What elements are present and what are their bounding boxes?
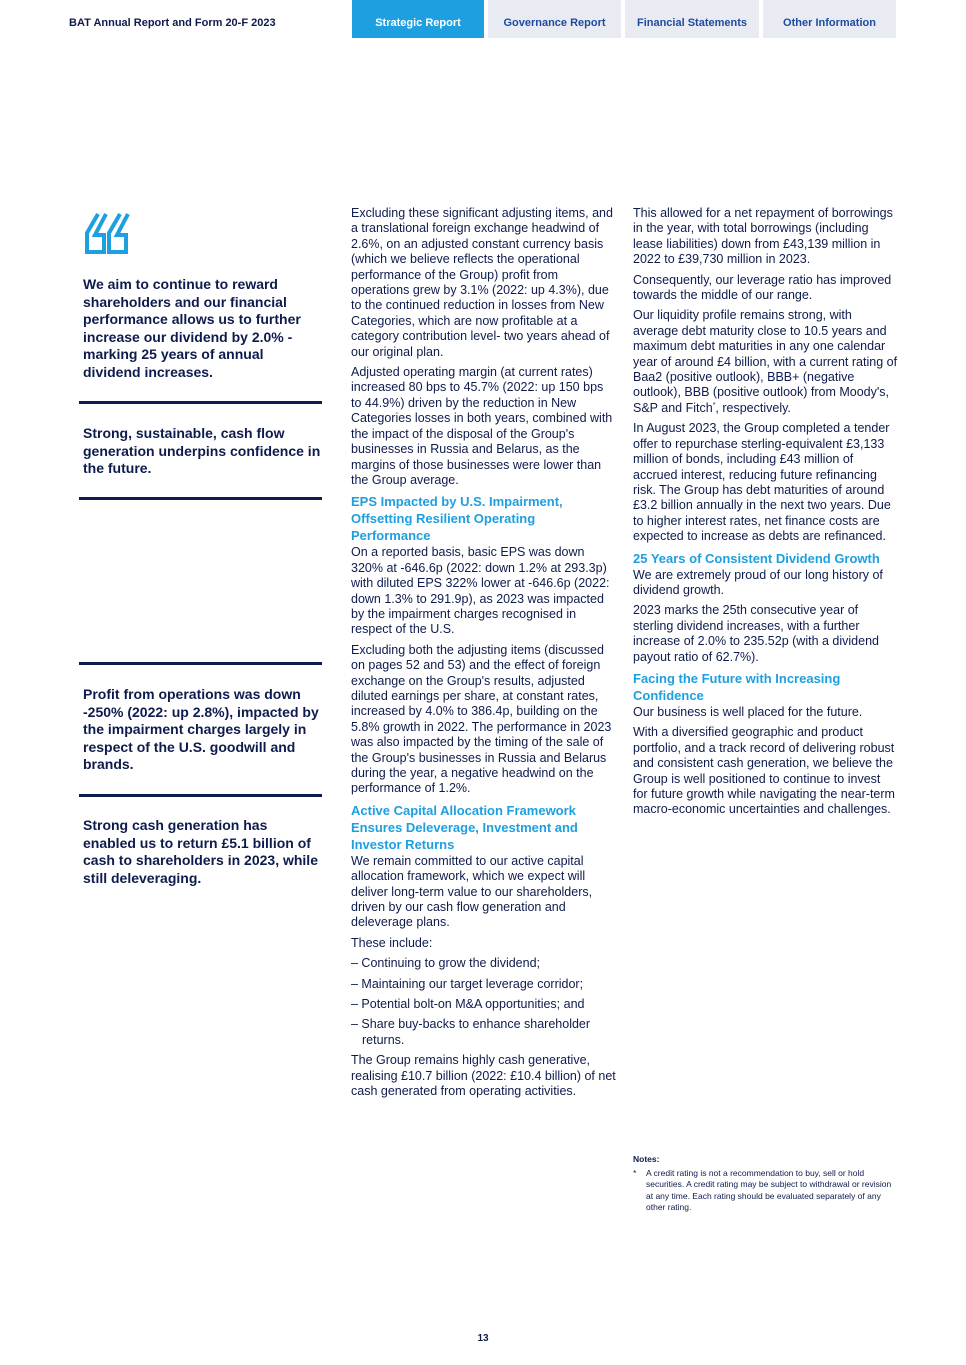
paragraph: Excluding these significant adjusting items, and a translational foreign exchange headwind of 2.6%, on an adjusted constant currency basis (which we believe reflects the operational performance of the Group) profit from operations grew by 3.1% (2022: up 4.3%), due to the continued reduction in losses from New Categories, which are now profitable at a category contribution level- two years ahead of our original plan. [351,206,613,359]
report-title: BAT Annual Report and Form 20-F 2023 [69,17,276,29]
divider [79,794,322,797]
pull-quote-cash-flow: Strong, sustainable, cash flow generation underpins confidence in the future. [83,425,321,476]
footnotes [633,1154,893,1214]
paragraph: Adjusted operating margin (at current rates) increased 80 bps to 45.7% (2022: up 150 bps to 44.9%) driven by the reduction in New Categories losses in both years, combined with the impact of the disposal of the Group's businesses in Russia and Belarus, as the margins of those businesses were lower than the Group average. [351,365,613,487]
paragraph: We remain committed to our active capital allocation framework, which we expect will deliver long-term value to our shareholders, driven by our cash flow generation and deleverage plans. [351,853,593,930]
footnote-marker[interactable]: * [712,401,716,409]
paragraph: In August 2023, the Group completed a tender offer to repurchase sterling-equivalent £3,133 million of bonds, including £43 million of accrued interest, reducing future refinancing risk. The Group has debt maturities of around £3.2 billion annually in the next two years. Due to higher interest rates, net finance costs are expected to increase as debts are refinanced. [633,421,891,544]
paragraph: 2023 marks the 25th consecutive year of sterling dividend increases, with a further increase of 2.0% to 235.52p (with a dividend payout ratio of 62.7%). [633,603,879,664]
footnote [633,1168,893,1214]
footnote-text: A credit rating is not a recommendation to buy, sell or hold securities. A credit rating may be subject to withdrawal or revision at any time. Each rating should be evaluated separately of any other rating. [646,1167,892,1212]
text-column-2 [633,206,898,823]
paragraph: Our business is well placed for the future. [633,704,863,719]
footnote-mark: * [633,1167,637,1178]
paragraph: The Group remains highly cash generative, realising £10.7 billion (2022: £10.4 billion) of net cash generated from operating activities. [351,1053,616,1099]
divider [79,401,322,404]
list-item: – Maintaining our target leverage corridor; [351,976,584,991]
divider [79,497,322,500]
pull-quote-cash-return: Strong cash generation has enabled us to return £5.1 billion of cash to shareholders in 2023, while still deleveraging. [83,817,318,886]
page-number: 13 [477,1333,489,1344]
tab-governance-report[interactable]: Governance Report [488,0,621,38]
paragraph: We are extremely proud of our long history of dividend growth. [633,567,883,597]
section-heading: 25 Years of Consistent Dividend Growth [633,550,880,566]
section-heading: EPS Impacted by U.S. Impairment, Offsetting Resilient Operating Performance [351,494,563,544]
list-item: – Continuing to grow the dividend; [351,956,541,971]
section-heading: Facing the Future with Increasing Confidence [633,670,841,703]
notes-title: Notes: [633,1154,660,1164]
paragraph: Our liquidity profile remains strong, with average debt maturity close to 10.5 years and maximum debt maturities in any one calendar year of around £4 billion, with a current rating of Baa2 (positive outlook), BBB+ (negative outlook), BBB (positive outlook) from Moody's, S&P and Fitch*, respectively. [633,308,898,415]
paragraph: This allowed for a net repayment of borrowings in the year, with total borrowings (including lease liabilities) down from £43,139 million in 2022 to £39,730 million in 2023. [633,206,893,267]
divider [79,662,322,665]
tab-other-information[interactable]: Other Information [763,0,896,38]
text-column-1 [351,206,617,1105]
paragraph: These include: [351,935,433,950]
paragraph: Excluding both the adjusting items (discussed on pages 52 and 53) and the effect of foreign exchange on the Group's results, adjusted diluted earnings per share, at constant rates, increased by 4.0% to 386.4p, building on the 5.8% growth in 2022. The performance in 2023 was also impacted by the timing of the sale of the Group's businesses in Russia and Belarus during the year, a negative headwind on the performance of 1.2%. [351,642,612,796]
list-item: – Share buy-backs to enhance shareholder returns. [351,1017,591,1047]
tab-financial-statements[interactable]: Financial Statements [625,0,759,38]
tab-strategic-report[interactable]: Strategic Report [352,0,484,38]
section-heading: Active Capital Allocation Framework Ensures Deleverage, Investment and Investor Returns [351,802,578,852]
paragraph: With a diversified geographic and product portfolio, and a track record of delivering robust and consistent cash generation, we believe the Group is well positioned to continue to invest for future growth while navigating the near-term macro-economic uncertainties and challenges. [633,725,895,817]
list-item: – Potential bolt-on M&A opportunities; and [351,997,585,1012]
pull-quote-profit: Profit from operations was down -250% (2022: up 2.8%), impacted by the impairment charges largely in respect of the U.S. goodwill and brands. [83,686,319,772]
paragraph: On a reported basis, basic EPS was down 320% at -646.6p (2022: down 1.2% at 293.3p) with diluted EPS 322% lower at -646.6p (2022: down 1.3% to 291.9p), as 2023 was impacted by the impairment charges recognised in respect of the U.S. [351,545,610,637]
paragraph: Consequently, our leverage ratio has improved towards the middle of our range. [633,272,892,303]
pull-quote-dividend: We aim to continue to reward shareholders and our financial performance allows us to further increase our dividend by 2.0% - marking 25 years of annual dividend increases. [83,276,301,380]
quote-icon [82,212,130,256]
section-tabs [352,0,896,38]
